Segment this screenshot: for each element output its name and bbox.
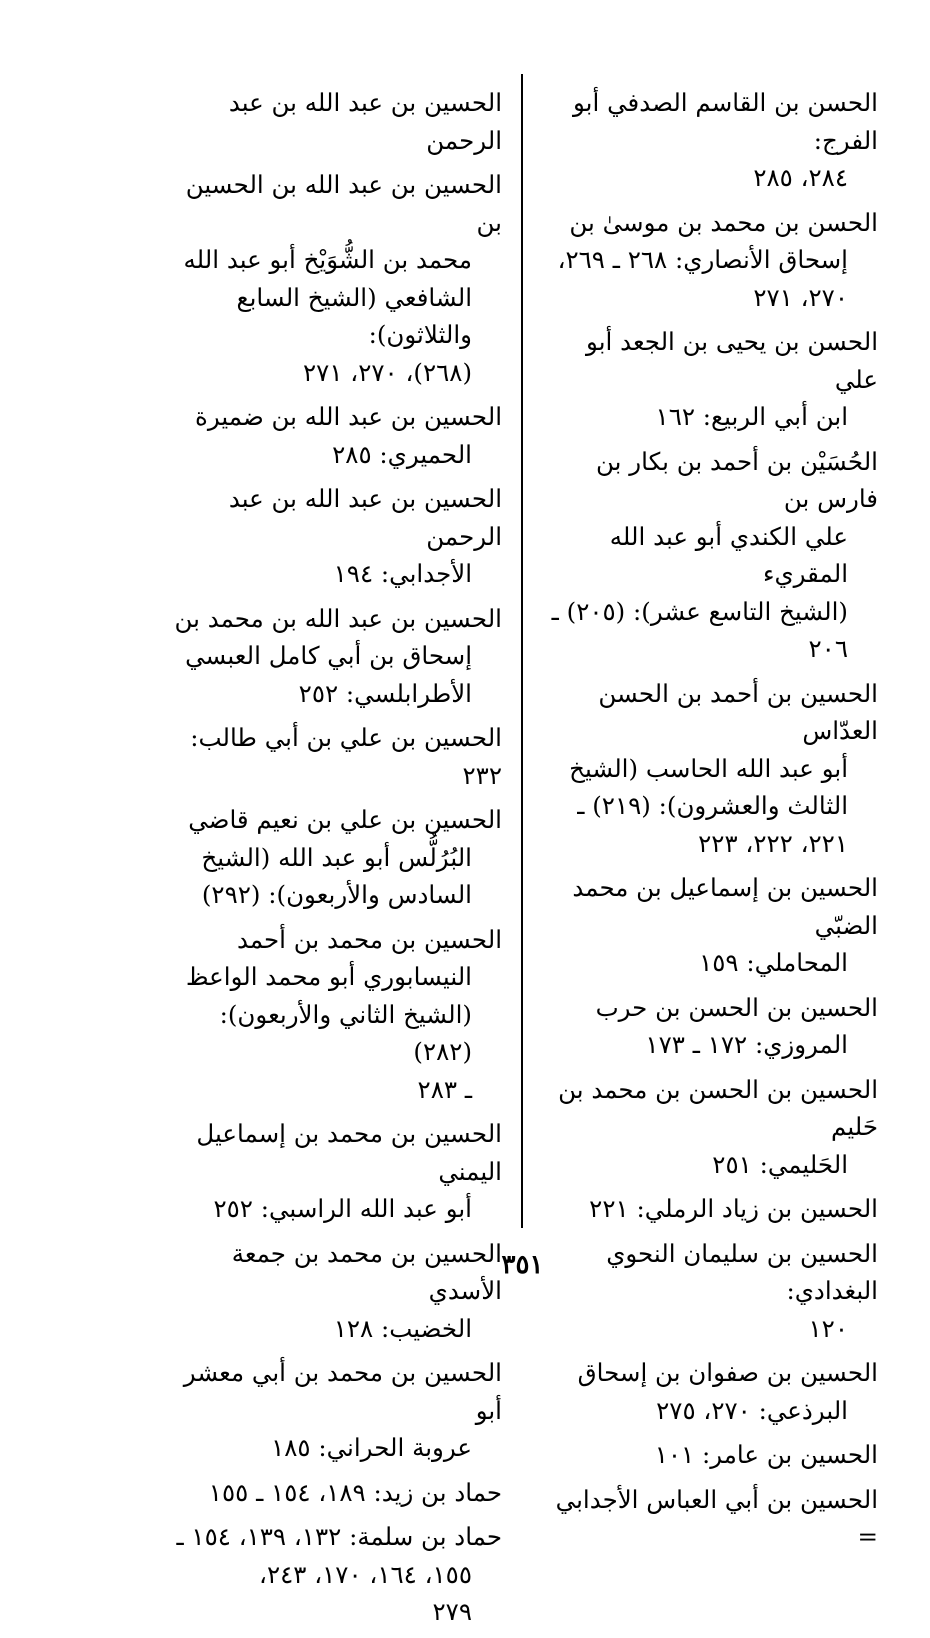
entry-heading-line: حماد بن زيد: ١٨٩، ١٥٤ ـ ١٥٥ (208, 1477, 502, 1507)
entry-continuation-line: ٢٢١، ٢٢٢، ٢٢٣ (698, 828, 848, 858)
index-entry (172, 921, 502, 1109)
left-column (172, 84, 502, 1638)
index-entry (172, 166, 502, 391)
page-number: ٣٥١ (501, 1250, 544, 1280)
index-entry (548, 1354, 878, 1429)
index-entry (172, 801, 502, 914)
index-entry (548, 204, 878, 317)
entry-continuation-line: عروبة الحراني: ١٨٥ (271, 1433, 472, 1462)
entry-continuation-line: البرذعي: ٢٧٠، ٢٧٥ (656, 1395, 848, 1425)
index-entry (548, 1190, 878, 1228)
entry-continuation-line: ابن أبي الربيع: ١٦٢ (655, 402, 848, 431)
entry-heading-line: حماد بن سلمة: ١٣٢، ١٣٩، ١٥٤ ـ (176, 1522, 502, 1551)
entry-continuation-line: الشافعي (الشيخ السابع والثلاثون): (236, 282, 472, 349)
entry-heading-line: الحسين بن الحسن بن محمد بن حَليم (558, 1074, 878, 1141)
index-entry (172, 1518, 502, 1631)
entry-continuation-line: ١٢٠ (808, 1313, 848, 1343)
entry-continuation-line: إسحاق الأنصاري: ٢٦٨ ـ ٢٦٩، (557, 245, 848, 274)
entry-continuation-line: محمد بن الشُّوَيْخ أبو عبد الله (183, 245, 472, 274)
entry-continuation-line: ـ ٢٨٣ (417, 1074, 472, 1104)
entry-continuation-line: ٢٧٩ (432, 1597, 472, 1626)
entry-continuation-line: ٢٠٦ (808, 634, 848, 663)
entry-continuation-line: الأجدابي: ١٩٤ (333, 559, 472, 588)
entry-heading-line: الحسين بن محمد بن جمعة الأسدي (231, 1238, 502, 1305)
entry-heading-line: الحسين بن أحمد بن الحسن العدّاس (598, 678, 878, 745)
entry-heading-line: الحسين بن سليمان النحوي البغدادي: (606, 1238, 878, 1305)
entry-continuation-line: أبو عبد الله الحاسب (الشيخ (569, 753, 848, 783)
entry-heading-line: الحسين بن عبد الله بن الحسين بن (185, 170, 502, 237)
entry-continuation-line: الخضيب: ١٢٨ (333, 1313, 472, 1343)
index-entry (172, 719, 502, 794)
index-entry (548, 675, 878, 863)
entry-continuation-line: علي الكندي أبو عبد الله المقريء (609, 521, 848, 588)
entry-continuation-line: ٢٨٤، ٢٨٥ (753, 163, 848, 192)
entry-heading-line: الحسين بن عبد الله بن ضميرة (195, 402, 502, 431)
index-entry (548, 1436, 878, 1474)
entry-continuation-line: ١٥٥، ١٦٤، ١٧٠، ٢٤٣، (259, 1559, 472, 1589)
entry-continuation-line: (٢٦٨)، ٢٧٠، ٢٧١ (303, 357, 472, 387)
index-entry (172, 1115, 502, 1228)
entry-heading-line: الحسين بن صفوان بن إسحاق (577, 1358, 878, 1387)
entry-continuation-line: الأطرابلسي: ٢٥٢ (298, 678, 472, 708)
entry-heading-line: الحسين بن عبد الله بن محمد بن (174, 603, 502, 633)
entry-continuation-line: النيسابوري أبو محمد الواعظ (185, 962, 472, 991)
index-entry (548, 1481, 878, 1556)
column-divider (521, 74, 523, 1228)
index-entry (172, 480, 502, 593)
entry-heading-line: الحسين بن محمد بن أبي معشر أبو (183, 1358, 502, 1425)
index-entry (548, 323, 878, 436)
entry-heading-line: الحسين بن عبد الله بن عبد الرحمن (228, 88, 502, 155)
index-entry (172, 398, 502, 473)
entry-continuation-line: الحميري: ٢٨٥ (332, 439, 472, 469)
entry-heading-line: الحسين بن محمد بن أحمد (236, 924, 502, 954)
entry-continuation-line: (الشيخ التاسع عشر): (٢٠٥) ـ (551, 596, 848, 626)
entry-continuation-line: البُرُلُّس أبو عبد الله (الشيخ (201, 842, 472, 872)
entry-heading-line: الحسين بن أبي العباس الأجدابي = (555, 1484, 878, 1551)
entry-heading-line: الحسين بن عامر: ١٠١ (654, 1440, 878, 1469)
index-entry (172, 600, 502, 713)
entry-continuation-line: أبو عبد الله الراسبي: ٢٥٢ (213, 1194, 472, 1223)
entry-continuation-line: إسحاق بن أبي كامل العبسي (185, 641, 472, 670)
index-entry (548, 1071, 878, 1184)
index-entry (172, 1354, 502, 1467)
index-entry (548, 443, 878, 668)
entry-heading-line: الحسن بن يحيى بن الجعد أبو علي (586, 327, 878, 394)
entry-heading-line: الحسن بن القاسم الصدفي أبو الفرج: (573, 88, 878, 155)
entry-heading-line: الحسين بن إسماعيل بن محمد الضبّي (572, 873, 878, 940)
entry-heading-line: الحسين بن زياد الرملي: ٢٢١ (589, 1194, 878, 1223)
entry-heading-line: الحسن بن محمد بن موسىٰ بن (569, 207, 878, 237)
entry-continuation-line: المحاملي: ١٥٩ (699, 948, 848, 977)
entry-heading-line: الحسين بن علي بن نعيم قاضي (188, 805, 502, 834)
entry-heading-line: الحسين بن الحسن بن حرب (595, 992, 878, 1022)
entry-continuation-line: الثالث والعشرون): (٢١٩) ـ (577, 791, 848, 820)
index-entry (172, 1474, 502, 1512)
entry-continuation-line: المروزي: ١٧٢ ـ ١٧٣ (645, 1030, 848, 1059)
index-entry (548, 989, 878, 1064)
entry-heading-line: الحُسَيْن بن أحمد بن بكار بن فارس بن (596, 446, 878, 513)
entry-heading-line: الحسين بن علي بن أبي طالب: ٢٣٢ (190, 723, 502, 790)
index-entry (172, 84, 502, 159)
entry-heading-line: الحسين بن عبد الله بن عبد الرحمن (228, 484, 502, 551)
entry-continuation-line: السادس والأربعون): (٢٩٢) (201, 880, 472, 909)
entry-continuation-line: ٢٧٠، ٢٧١ (753, 282, 848, 312)
entry-heading-line: الحسين بن محمد بن إسماعيل اليمني (196, 1119, 502, 1186)
entry-continuation-line: الحَليمي: ٢٥١ (712, 1149, 848, 1179)
entry-continuation-line: (الشيخ الثاني والأربعون): (٢٨٢) (219, 999, 472, 1066)
index-entry (548, 84, 878, 197)
index-entry (548, 869, 878, 982)
right-column (548, 84, 878, 1563)
